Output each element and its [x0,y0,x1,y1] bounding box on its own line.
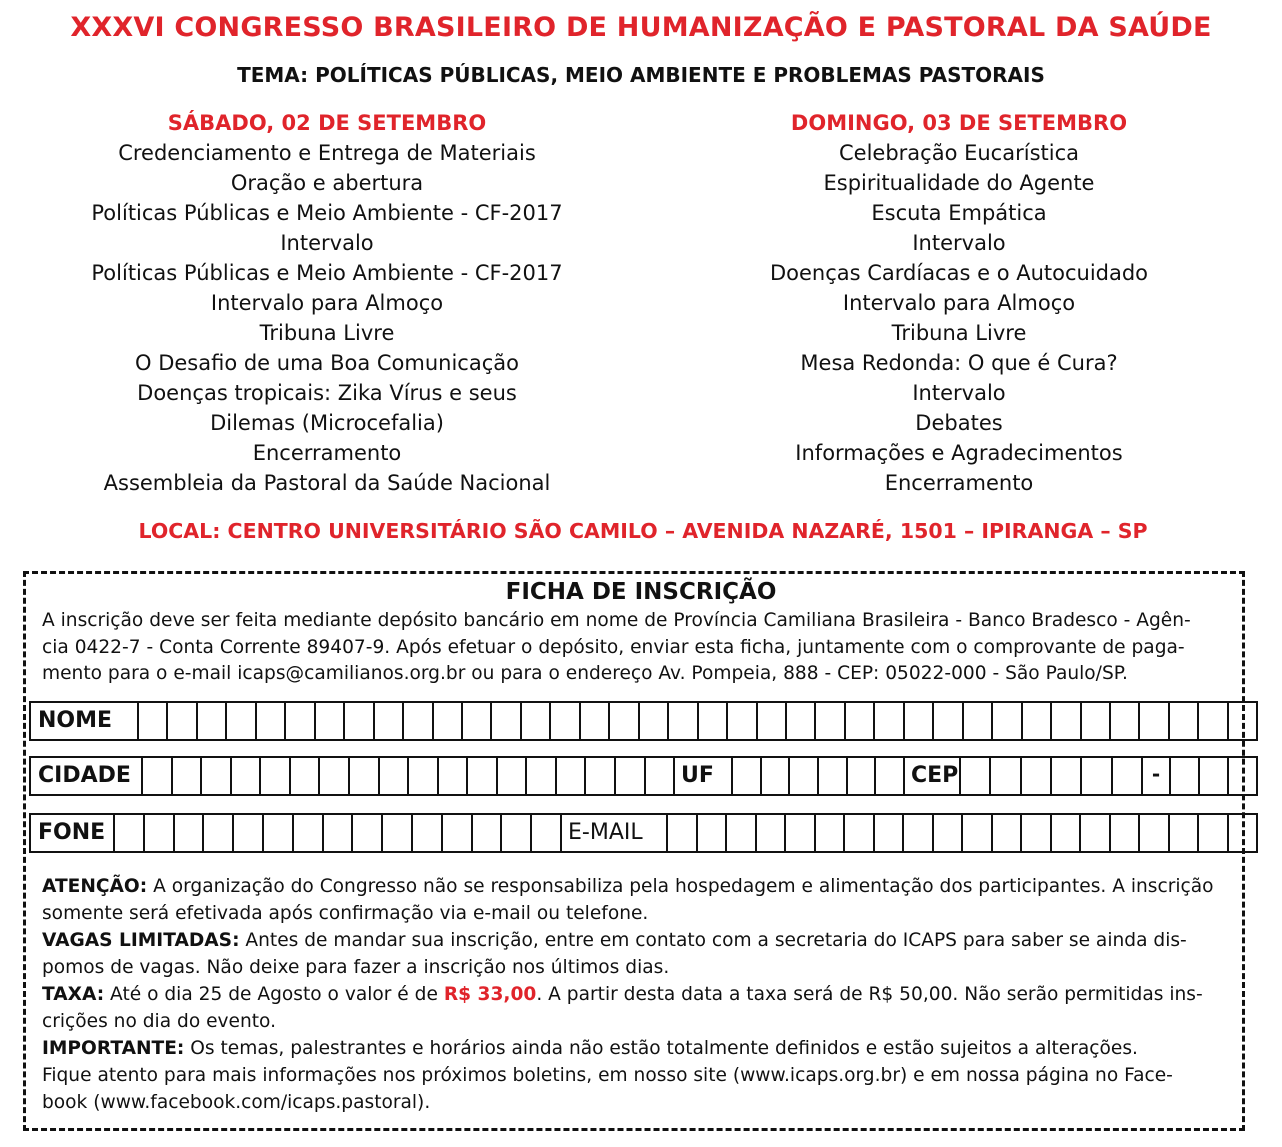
schedule-item: Doenças tropicais: Zika Vírus e seus [137,381,517,405]
input-box[interactable] [616,758,646,794]
schedule-item: Encerramento [884,471,1034,495]
fone-label: FONE [31,815,115,851]
input-box[interactable] [758,703,787,739]
schedule-item: Intervalo para Almoço [210,291,444,315]
schedule-item: Intervalo [912,381,1006,405]
input-box[interactable] [168,703,197,739]
input-box[interactable] [115,815,145,851]
input-box[interactable] [353,815,383,851]
instruction-line: A inscrição deve ser feita mediante depósito bancário em nome de Província Camiliana Brasileira - Banco Bradesco - Agên- [42,610,1191,631]
input-box[interactable] [527,758,557,794]
schedule-item: Políticas Públicas e Meio Ambiente - CF-2017 [91,261,563,285]
input-box[interactable] [1199,815,1229,851]
note-line [42,1035,1242,1062]
note-line [42,927,1242,954]
uf-input-boxes[interactable] [733,758,903,794]
input-box[interactable] [1082,758,1112,794]
input-box[interactable] [669,703,698,739]
schedule-item: Informações e Agradecimentos [795,441,1123,465]
input-box[interactable] [413,815,443,851]
schedule-item: Dilemas (Microcefalia) [210,411,444,435]
instruction-line: cia 0422-7 - Conta Corrente 89407-9. Após efetuar o depósito, enviar esta ficha, juntamente com o comprovante de paga- [42,636,1185,658]
input-box[interactable] [581,703,610,739]
input-box[interactable] [640,703,669,739]
input-box[interactable] [875,815,905,851]
importante-text: Os temas, palestrantes e horários ainda não estão totalmente definidos e estão sujeitos a alterações. [184,1038,1138,1059]
input-box[interactable] [816,703,845,739]
fone-input-boxes[interactable] [115,815,560,851]
input-box[interactable] [586,758,616,794]
input-box[interactable] [816,815,846,851]
note-line: book (www.facebook.com/icaps.pastoral). [42,1092,431,1113]
input-box[interactable] [1229,758,1256,794]
input-box[interactable] [610,703,639,739]
registration-form-title: FICHA DE INSCRIÇÃO [505,579,777,605]
schedule-item: Tribuna Livre [891,321,1027,345]
schedule-item: Políticas Públicas e Meio Ambiente - CF-2017 [91,201,563,225]
input-box[interactable] [934,703,963,739]
sunday-schedule [679,108,1239,498]
input-box[interactable] [345,703,374,739]
taxa-text: Até o dia 25 de Agosto o valor é de [104,984,444,1005]
input-box[interactable] [498,758,528,794]
input-box[interactable] [434,703,463,739]
input-box[interactable] [522,703,551,739]
input-box[interactable] [934,815,964,851]
input-box[interactable] [786,815,816,851]
email-label: E-MAIL [560,815,668,851]
schedule-item: Intervalo para Almoço [842,291,1076,315]
input-box[interactable] [557,758,587,794]
input-box[interactable] [845,815,875,851]
input-box[interactable] [876,758,903,794]
input-box[interactable] [551,703,580,739]
saturday-schedule [47,108,607,498]
input-box[interactable] [502,815,532,851]
vagas-label: VAGAS LIMITADAS: [42,930,240,951]
schedule-item: Intervalo [280,231,374,255]
page-title: XXXVI CONGRESSO BRASILEIRO DE HUMANIZAÇÃO E PASTORAL DA SAÚDE [70,12,1212,43]
uf-label: UF [673,758,733,794]
cidade-input-boxes[interactable] [143,758,673,794]
schedule-item: Assembleia da Pastoral da Saúde Nacional [103,471,551,495]
input-box[interactable] [1170,815,1200,851]
input-box[interactable] [668,815,698,851]
input-box[interactable] [291,758,321,794]
input-box[interactable] [202,758,232,794]
input-box[interactable] [227,703,256,739]
input-box[interactable] [350,758,380,794]
taxa-label: TAXA: [42,984,105,1005]
input-box[interactable] [294,815,324,851]
input-box[interactable] [787,703,816,739]
schedule-item: Intervalo [912,231,1006,255]
input-box[interactable] [698,815,728,851]
note-line [42,873,1242,900]
input-box[interactable] [991,758,1021,794]
input-box[interactable] [143,758,173,794]
schedule-item: Debates [915,411,1003,435]
input-box[interactable] [727,815,757,851]
cep-input-boxes[interactable] [961,758,1141,794]
input-box[interactable] [733,758,762,794]
schedule-item: Tribuna Livre [259,321,395,345]
cep-separator: - [1141,758,1171,794]
cep-suffix-boxes[interactable] [1171,758,1256,794]
note-line: somente será efetivada após confirmação via e-mail ou telefone. [42,903,649,924]
registration-notes [42,873,1242,1116]
schedule-item: Encerramento [252,441,402,465]
cidade-label: CIDADE [31,758,143,794]
saturday-items [47,138,607,498]
importante-label: IMPORTANTE: [42,1038,185,1059]
schedule-item: Oração e abertura [230,171,424,195]
input-box[interactable] [905,703,934,739]
input-box[interactable] [699,703,728,739]
schedule-item: Doenças Cardíacas e o Autocuidado [769,261,1149,285]
nome-field-row[interactable] [29,701,1258,741]
input-box[interactable] [993,703,1022,739]
cidade-field-row[interactable] [29,756,1258,796]
input-box[interactable] [316,703,345,739]
input-box[interactable] [204,815,234,851]
input-box[interactable] [532,815,560,851]
input-box[interactable] [492,703,521,739]
input-box[interactable] [463,703,492,739]
input-box[interactable] [875,703,904,739]
input-box[interactable] [1170,703,1199,739]
input-box[interactable] [1022,758,1052,794]
input-box[interactable] [1052,703,1081,739]
note-line: crições no dia do evento. [42,1011,277,1032]
input-box[interactable] [1082,703,1111,739]
input-box[interactable] [139,703,168,739]
input-box[interactable] [1081,815,1111,851]
schedule-item: Credenciamento e Entrega de Materiais [118,141,536,165]
input-box[interactable] [264,815,294,851]
input-box[interactable] [1052,758,1082,794]
instruction-line: mento para o e-mail icaps@camilianos.org.br ou para o endereço Av. Pompeia, 888 - CEP: 05022-000 - São Paulo/SP. [42,663,1128,684]
input-box[interactable] [324,815,354,851]
input-box[interactable] [848,758,877,794]
input-box[interactable] [1229,815,1257,851]
saturday-heading: SÁBADO, 02 DE SETEMBRO [167,111,487,135]
input-box[interactable] [234,815,264,851]
note-line: Fique atento para mais informações nos próximos boletins, em nosso site (www.icaps.org.br) e em nossa página no Face- [42,1065,1173,1086]
input-box[interactable] [145,815,175,851]
atencao-text: A organização do Congresso não se responsabiliza pela hospedagem e alimentação dos participantes. A inscrição [147,876,1214,897]
input-box[interactable] [257,703,286,739]
input-box[interactable] [790,758,819,794]
schedule-item: Celebração Eucarística [839,141,1079,165]
note-line: pomos de vagas. Não deixe para fazer a inscrição nos últimos dias. [42,957,670,978]
schedule-item: O Desafio de uma Boa Comunicação [135,351,519,375]
input-box[interactable] [261,758,291,794]
input-box[interactable] [964,703,993,739]
input-box[interactable] [1052,815,1082,851]
input-box[interactable] [375,703,404,739]
event-location: LOCAL: CENTRO UNIVERSITÁRIO SÃO CAMILO – AVENIDA NAZARÉ, 1501 – IPIRANGA – SP [138,519,1148,543]
input-box[interactable] [468,758,498,794]
fone-field-row[interactable] [29,813,1258,853]
input-box[interactable] [175,815,205,851]
input-box[interactable] [961,758,991,794]
vagas-text: Antes de mandar sua inscrição, entre em contato com a secretaria do ICAPS para saber se ainda dis- [239,930,1187,951]
input-box[interactable] [846,703,875,739]
input-box[interactable] [757,815,787,851]
input-box[interactable] [380,758,410,794]
nome-label: NOME [31,703,139,739]
input-box[interactable] [439,758,469,794]
input-box[interactable] [728,703,757,739]
input-box[interactable] [1140,815,1170,851]
input-box[interactable] [963,815,993,851]
sunday-heading: DOMINGO, 03 DE SETEMBRO [790,111,1128,135]
input-box[interactable] [819,758,848,794]
email-input-boxes[interactable] [668,815,1256,851]
input-box[interactable] [473,815,503,851]
input-box[interactable] [286,703,315,739]
input-box[interactable] [762,758,791,794]
input-box[interactable] [646,758,674,794]
atencao-label: ATENÇÃO: [42,876,148,897]
theme-subtitle: TEMA: POLÍTICAS PÚBLICAS, MEIO AMBIENTE E PROBLEMAS PASTORAIS [237,63,1045,87]
schedule-item: Espiritualidade do Agente [823,171,1095,195]
input-box[interactable] [1199,703,1228,739]
schedule-item: Escuta Empática [871,201,1047,225]
input-box[interactable] [1140,703,1169,739]
note-line [42,981,1242,1008]
cep-label: CEP [903,758,961,794]
input-box[interactable] [404,703,433,739]
input-box[interactable] [1023,703,1052,739]
input-box[interactable] [904,815,934,851]
input-box[interactable] [443,815,473,851]
input-box[interactable] [993,815,1023,851]
input-box[interactable] [232,758,262,794]
taxa-value: R$ 33,00 [443,984,537,1005]
input-box[interactable] [1022,815,1052,851]
input-box[interactable] [1171,758,1200,794]
input-box[interactable] [320,758,350,794]
input-box[interactable] [1111,703,1140,739]
input-box[interactable] [198,703,227,739]
nome-input-boxes[interactable] [139,703,1256,739]
input-box[interactable] [1111,815,1141,851]
registration-instructions [42,608,1242,688]
taxa-text-b: . A partir desta data a taxa será de R$ 50,00. Não serão permitidas ins- [536,984,1203,1005]
input-box[interactable] [1229,703,1256,739]
input-box[interactable] [409,758,439,794]
input-box[interactable] [383,815,413,851]
input-box[interactable] [173,758,203,794]
input-box[interactable] [1113,758,1141,794]
input-box[interactable] [1200,758,1229,794]
schedule-item: Mesa Redonda: O que é Cura? [800,351,1118,375]
sunday-items [679,138,1239,498]
